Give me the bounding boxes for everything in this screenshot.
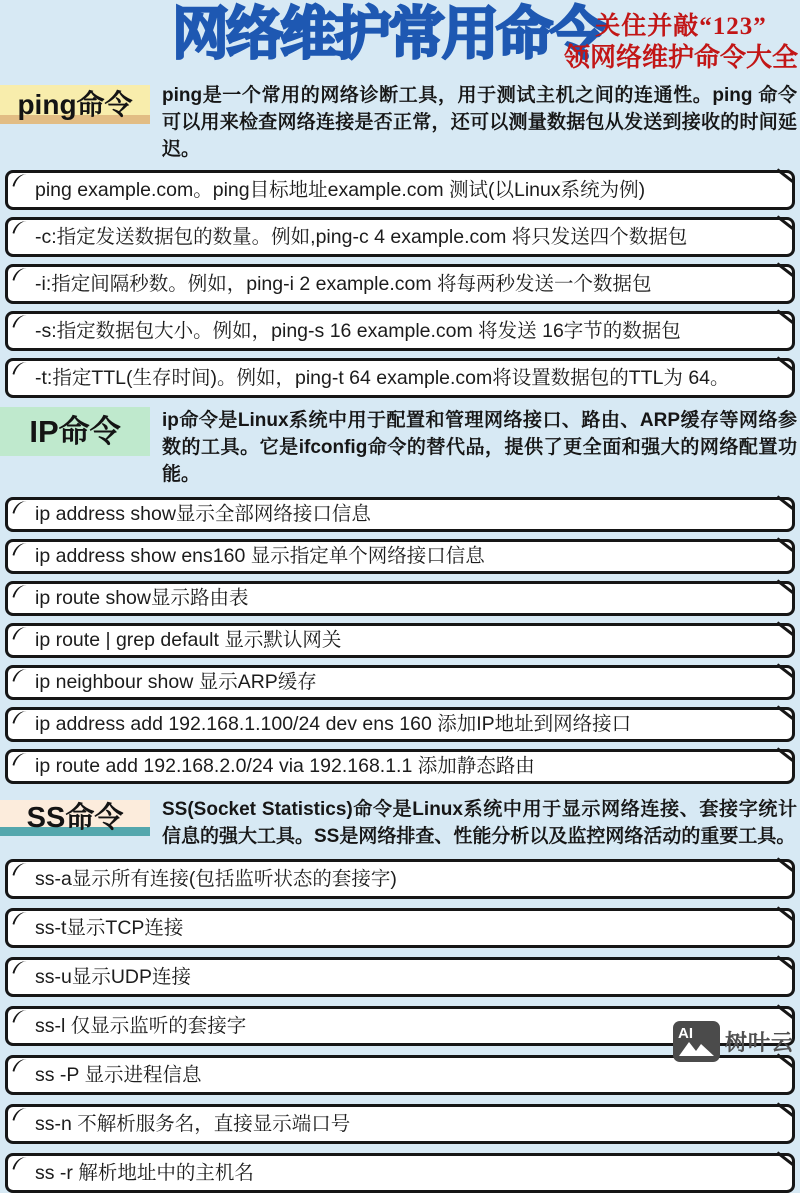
section-ss-description: SS(Socket Statistics)命令是Linux系统中用于显示网络连接、套接字统计信息的强大工具。SS是网络排查、性能分析以及监控网络活动的重要工具。 bbox=[162, 799, 797, 847]
section-ip-description: ip命令是Linux系统中用于配置和管理网络接口、路由、ARP缓存等网络参数的工具。它是ifconfig命令的替代品，提供了更全面和强大的网络配置功能。 bbox=[162, 410, 797, 485]
command-row: -i:指定间隔秒数。例如，ping-i 2 example.com 将每两秒发送一个数据包 bbox=[5, 264, 795, 304]
command-row: ip address show ens160 显示指定单个网络接口信息 bbox=[5, 539, 795, 574]
section-ping-badge-col bbox=[0, 82, 150, 124]
command-row: ping example.com。ping目标地址example.com 测试(以Linux系统为例) bbox=[5, 170, 795, 210]
header bbox=[0, 0, 800, 80]
ai-image-icon bbox=[673, 1021, 720, 1062]
section-ip bbox=[0, 407, 800, 784]
command-row: ip route | grep default 显示默认网关 bbox=[5, 623, 795, 658]
section-ping-badge: ping命令 bbox=[0, 85, 150, 124]
command-row: ss -P 显示进程信息 bbox=[5, 1055, 795, 1095]
section-ss-badge-col bbox=[0, 796, 150, 836]
command-row: -t:指定TTL(生存时间)。例如，ping-t 64 example.com将设置数据包的TTL为 64。 bbox=[5, 358, 795, 398]
page-title: 网络维护常用命令 bbox=[172, 2, 604, 66]
section-ping bbox=[0, 82, 800, 398]
command-row: ss-t显示TCP连接 bbox=[5, 908, 795, 948]
command-row: ss -r 解析地址中的主机名 bbox=[5, 1153, 795, 1193]
command-row: -s:指定数据包大小。例如，ping-s 16 example.com 将发送 16字节的数据包 bbox=[5, 311, 795, 351]
section-ping-description: ping是一个常用的网络诊断工具，用于测试主机之间的连通性。ping 命令可以用来检查网络连接是否正常，还可以测量数据包从发送到接收的时间延迟。 bbox=[162, 85, 797, 160]
section-ip-badge: IP命令 bbox=[0, 407, 150, 456]
section-ip-badge-col bbox=[0, 407, 150, 456]
section-ping-head bbox=[0, 82, 800, 163]
watermark bbox=[673, 1021, 794, 1062]
section-ip-head bbox=[0, 407, 800, 488]
command-row: -c:指定发送数据包的数量。例如,ping-c 4 example.com 将只发送四个数据包 bbox=[5, 217, 795, 257]
promo-note bbox=[564, 12, 798, 73]
command-row: ip address show显示全部网络接口信息 bbox=[5, 497, 795, 532]
command-row: ss-u显示UDP连接 bbox=[5, 957, 795, 997]
command-row: ss-l 仅显示监听的套接字 bbox=[5, 1006, 795, 1046]
command-row: ss-a显示所有连接(包括监听状态的套接字) bbox=[5, 859, 795, 899]
section-ping-rows bbox=[5, 170, 795, 398]
promo-line-2: 领网络维护命令大全 bbox=[563, 43, 798, 72]
section-ss-badge: SS命令 bbox=[0, 800, 150, 836]
svg-text:AI: AI bbox=[677, 1025, 693, 1042]
promo-line-1: 关住并敲“123” bbox=[595, 13, 767, 40]
watermark-text: 树叶云 bbox=[724, 1030, 794, 1055]
section-ss bbox=[0, 796, 800, 1193]
command-row: ip route show显示路由表 bbox=[5, 581, 795, 616]
section-ip-rows bbox=[5, 497, 795, 784]
section-ss-head bbox=[0, 796, 800, 850]
command-row: ip address add 192.168.1.100/24 dev ens 160 添加IP地址到网络接口 bbox=[5, 707, 795, 742]
command-row: ip neighbour show 显示ARP缓存 bbox=[5, 665, 795, 700]
command-row: ip route add 192.168.2.0/24 via 192.168.1.1 添加静态路由 bbox=[5, 749, 795, 784]
command-row: ss-n 不解析服务名，直接显示端口号 bbox=[5, 1104, 795, 1144]
